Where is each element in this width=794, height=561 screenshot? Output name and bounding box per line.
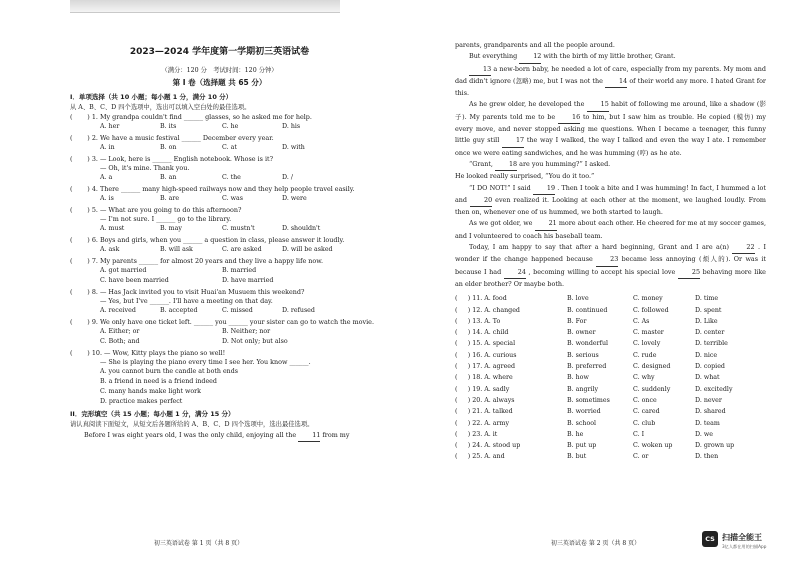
- answer-option: A. ask: [100, 246, 120, 253]
- cloze-option-row: [455, 327, 766, 338]
- answer-option: C. have been married: [100, 277, 169, 284]
- answer-option: B. may: [160, 225, 182, 232]
- option-list: [70, 245, 369, 255]
- cloze-option: D. never: [695, 396, 722, 404]
- passage-text: more about each other. He cheered for me at my soccer games, and I volunteered to coach his baseball team.: [455, 219, 766, 240]
- passage-text: behaving more like an elder brother? Or maybe both.: [455, 267, 766, 288]
- cloze-option-row: [455, 293, 766, 304]
- cloze-option: C. why: [633, 374, 655, 382]
- cloze-blank: 21: [535, 218, 557, 230]
- cloze-option: C. lovely: [633, 340, 661, 348]
- option-list: [70, 143, 369, 153]
- answer-option: B. are: [160, 195, 180, 202]
- question-stem: ( ) 6. Boys and girls, when you ______ a question in class, please answer it loudly.: [70, 236, 345, 244]
- cloze-option: D. center: [695, 329, 725, 337]
- cloze-options: [455, 293, 766, 462]
- cloze-option: C. woken up: [633, 442, 673, 450]
- cloze-option: D. shared: [695, 408, 726, 416]
- answer-option: B. accepted: [160, 307, 198, 314]
- passage-text: Today, I am happy to say that after a hard beginning, Grant and I are a(n): [469, 243, 733, 252]
- cloze-option: B. worried: [567, 408, 601, 416]
- answer-option: B. an: [160, 174, 177, 181]
- cloze-option: B. how: [567, 374, 589, 382]
- cloze-blank: 18: [495, 159, 517, 171]
- exam-meta: （满分：120 分 考试时间：120 分钟）: [161, 67, 278, 74]
- cloze-blank: 16: [558, 112, 580, 124]
- cloze-option: C. rude: [633, 351, 657, 359]
- question-stem: ( ) 1. My grandpa couldn't find ______ glasses, so he asked me for help.: [70, 113, 312, 121]
- answer-option: C. was: [222, 195, 243, 202]
- watermark-subtitle: 3亿人都在用的扫描App: [722, 544, 767, 549]
- passage-paragraph: [455, 51, 766, 63]
- passage-text: . I wonder if the change happened because: [455, 243, 766, 264]
- passage-paragraph: [455, 183, 766, 219]
- cloze-option: B. put up: [567, 442, 597, 450]
- cloze-option: B. continued: [567, 306, 608, 314]
- answer-option: B. will ask: [160, 246, 193, 253]
- question-stem: ( ) 2. We have a music festival ______ December every year.: [70, 134, 274, 142]
- question-dialogue-line: — Oh, it's mine. Thank you.: [100, 164, 190, 172]
- question-item: [70, 257, 369, 286]
- cloze-option-row: [455, 384, 766, 395]
- cloze-option: D. terrible: [695, 340, 728, 348]
- right-page: [397, 0, 794, 561]
- cloze-option-row: [455, 361, 766, 372]
- cloze-option: D. nice: [695, 351, 718, 359]
- cloze-option: B. preferred: [567, 363, 607, 371]
- answer-option: C. Both; and: [100, 338, 140, 345]
- page-footer: 初三英语试卷 第 1 页（共 8 页）: [153, 540, 244, 547]
- answer-option: D. were: [282, 195, 307, 202]
- answer-option: D. /: [282, 174, 293, 181]
- question-stem: ( ) 10. — Wow, Kitty plays the piano so well!: [70, 349, 226, 357]
- exam-title: 2023—2024 学年度第一学期初三英语试卷: [129, 47, 310, 57]
- answer-option: B. married: [222, 267, 257, 274]
- question-item: [70, 288, 369, 316]
- passage-text: a new-born baby, he needed a lot of care, especially from my parents. My mom and dad didn't ignore (忽略) me, but I was not the: [455, 64, 766, 85]
- question-item: [70, 349, 369, 407]
- answer-option: A. received: [100, 307, 136, 314]
- cloze-question-option-a: ( ) 25. A. and: [455, 453, 505, 461]
- passage-text: parents, grandparents and all the people around.: [455, 41, 615, 49]
- passage-text: “I DO NOT!” I said: [469, 183, 533, 192]
- answer-option: C. many hands make light work: [100, 388, 201, 395]
- section2-instruction: 请认真阅读下面短文，从短文后各题所给的 A、B、C、D 四个选项中，选出最佳选项。: [70, 421, 314, 428]
- question-item: [70, 134, 369, 153]
- answer-option: D. will be asked: [282, 246, 333, 253]
- answer-option: B. its: [160, 123, 177, 130]
- answer-option: A. in: [100, 144, 115, 151]
- cloze-intro: [70, 430, 369, 442]
- cloze-option: B. he: [567, 430, 584, 438]
- cloze-option-row: [455, 406, 766, 417]
- passage-text: habit of following me around, like a shadow (影子). My parents told me to be: [455, 100, 766, 121]
- passage-paragraph: [455, 242, 766, 290]
- question-item: [70, 155, 369, 183]
- cloze-option-row: [455, 440, 766, 451]
- answer-option: A. got married: [100, 267, 147, 274]
- answer-option: A. her: [100, 123, 120, 130]
- cloze-option: C. I: [633, 430, 645, 438]
- cloze-question-option-a: ( ) 22. A. army: [455, 419, 510, 427]
- option-list: [70, 173, 369, 183]
- option-list: [70, 122, 369, 132]
- answer-option: D. Not only; but also: [222, 338, 288, 345]
- passage-text: the way I walked, the way I talked and even the way I ate. I remember once we were eating sandwiches, and he was humming (哼) as he ate.: [455, 136, 766, 157]
- part1-title: 第 I 卷（选择题 共 65 分）: [172, 78, 267, 87]
- cloze-blank: 17: [502, 135, 524, 147]
- cloze-option: D. copied: [695, 363, 725, 371]
- question-item: [70, 185, 369, 204]
- passage-paragraph: [455, 218, 766, 242]
- option-list: [70, 306, 369, 316]
- answer-option: A. you cannot burn the candle at both ends: [100, 368, 238, 375]
- question-stem: ( ) 3. — Look, here is ______ English notebook. Whose is it?: [70, 155, 274, 163]
- cloze-option: D. then: [695, 453, 719, 461]
- cloze-option: B. sometimes: [567, 396, 610, 404]
- cloze-option: B. but: [567, 453, 587, 461]
- cloze-option: B. wonderful: [567, 340, 609, 348]
- passage-text: even realized it. Looking at each other at the moment, we laughed loudly. From then on, whenever one of us hummed, we both started to laugh.: [455, 195, 766, 217]
- cloze-blank: 24: [504, 267, 526, 279]
- answer-option: C. missed: [222, 307, 253, 314]
- cloze-option: C. cared: [633, 408, 660, 416]
- question-stem: ( ) 8. — Has Jack invited you to visit Huai'an Musuem this weekend?: [70, 288, 305, 296]
- cloze-question-option-a: ( ) 14. A. child: [455, 329, 509, 337]
- cloze-option-row: [455, 372, 766, 383]
- answer-option: D. refused: [282, 307, 315, 314]
- answer-option: B. on: [160, 144, 177, 151]
- question-stem: ( ) 9. We only have one ticket left. ______ you ______ your sister can go to watch the movie.: [70, 318, 374, 326]
- cloze-question-option-a: ( ) 18. A. where: [455, 374, 513, 382]
- passage-text: As we got older, we: [469, 219, 535, 228]
- cloze-blank: 22: [732, 242, 754, 254]
- cloze-option: D. what: [695, 374, 720, 382]
- cloze-question-option-a: ( ) 24. A. stood up: [455, 442, 521, 450]
- cloze-option: B. For: [567, 317, 587, 325]
- cloze-blank: 11: [298, 430, 320, 442]
- option-list: [70, 327, 369, 347]
- cloze-option: D. spent: [695, 306, 722, 314]
- watermark-name: 扫描全能王: [722, 533, 762, 542]
- cloze-question-option-a: ( ) 13. A. To: [455, 317, 501, 325]
- page-footer: 初三英语试卷 第 2 页（共 8 页）: [550, 540, 641, 547]
- section2-title: II．完形填空（共 15 小题；每小题 1 分，满分 15 分）: [70, 410, 235, 418]
- passage-text: “Grant,: [469, 159, 495, 168]
- section1-instruction: 从 A、B、C、D 四个选项中，选出可以填入空白处的最佳选项。: [70, 104, 251, 111]
- question-item: [70, 236, 369, 255]
- option-list: [70, 367, 369, 407]
- cloze-question-option-a: ( ) 11. A. food: [455, 295, 507, 303]
- cloze-passage: [455, 40, 766, 290]
- cloze-option: B. owner: [567, 329, 596, 337]
- cloze-option: B. serious: [567, 351, 599, 359]
- cloze-blank: 13: [469, 64, 491, 76]
- passage-text: But everything: [469, 52, 520, 61]
- cloze-blank: 25: [678, 267, 700, 279]
- answer-option: D. practice makes perfect: [100, 398, 183, 405]
- answer-option: A. Either; or: [100, 328, 140, 335]
- question-dialogue-line: — She is playing the piano every time I see her. You know ______.: [100, 358, 311, 366]
- section1-title: I．单项选择（共 10 小题；每小题 1 分，满分 10 分）: [70, 93, 233, 101]
- passage-text: became less annoying (烦人的). Or was it because I had: [455, 255, 766, 276]
- cloze-blank: 23: [596, 254, 618, 266]
- cloze-option: D. we: [695, 430, 713, 438]
- passage-text: , becoming willing to accept his special love: [528, 267, 678, 276]
- cloze-option: B. angrily: [567, 385, 599, 393]
- passage-paragraph: [455, 171, 766, 182]
- cloze-option-row: [455, 418, 766, 429]
- cloze-intro-text: Before I was eight years old, I was the only child, enjoying all the: [84, 431, 297, 439]
- question-item: [70, 206, 369, 234]
- question-dialogue-line: — Yes, but I've ______. I'll have a meeting on that day.: [100, 297, 273, 305]
- cloze-option: C. once: [633, 396, 657, 404]
- answer-option: D. shouldn't: [282, 225, 321, 232]
- passage-paragraph: [455, 99, 766, 158]
- question-stem: ( ) 7. My parents ______ for almost 20 years and they live a happy life now.: [70, 257, 323, 265]
- cloze-option: D. excitedly: [695, 385, 733, 393]
- camscanner-watermark: [702, 531, 788, 553]
- cloze-option: C. club: [633, 419, 656, 427]
- answer-option: C. mustn't: [222, 225, 255, 232]
- option-list: [70, 224, 369, 234]
- cloze-option-row: [455, 429, 766, 440]
- cloze-option: C. master: [633, 329, 664, 337]
- cloze-question-option-a: ( ) 17. A. agreed: [455, 363, 516, 371]
- answer-option: C. the: [222, 174, 241, 181]
- cloze-option-row: [455, 338, 766, 349]
- passage-text: with the birth of my little brother, Grant.: [543, 52, 676, 61]
- cloze-option-row: [455, 316, 766, 327]
- question-item: [70, 318, 374, 347]
- passage-paragraph: [455, 64, 766, 100]
- cloze-blank: 15: [587, 99, 609, 111]
- question-item: [70, 113, 369, 132]
- answer-option: D. have married: [222, 277, 274, 284]
- camscanner-logo-icon: CS: [702, 531, 718, 547]
- cloze-option: C. followed: [633, 306, 669, 314]
- cloze-option: D. time: [695, 295, 719, 303]
- cloze-option: B. love: [567, 295, 589, 303]
- passage-text: He looked really surprised, “You do it too.”: [455, 172, 595, 181]
- answer-option: C. he: [222, 123, 239, 130]
- cloze-option: C. money: [633, 295, 663, 303]
- cloze-blank: 20: [470, 195, 492, 207]
- passage-text: are you humming?” I asked.: [519, 159, 611, 168]
- cloze-option: C. suddenly: [633, 385, 671, 393]
- option-list: [70, 266, 369, 286]
- cloze-blank: 12: [519, 51, 541, 63]
- question-stem: ( ) 5. — What are you going to do this afternoon?: [70, 206, 242, 214]
- answer-option: B. a friend in need is a friend indeed: [100, 378, 217, 385]
- cloze-question-option-a: ( ) 15. A. special: [455, 340, 516, 348]
- answer-option: D. with: [282, 144, 305, 151]
- answer-option: C. at: [222, 144, 237, 151]
- cloze-question-option-a: ( ) 12. A. changed: [455, 306, 520, 314]
- cloze-question-option-a: ( ) 23. A. it: [455, 430, 498, 438]
- cloze-option-row: [455, 451, 766, 462]
- passage-text: As he grew older, he developed the: [469, 100, 587, 109]
- option-list: [70, 194, 369, 204]
- cloze-intro-tail: from my: [322, 431, 350, 439]
- answer-option: A. is: [100, 195, 114, 202]
- cloze-option-row: [455, 350, 766, 361]
- cloze-question-option-a: ( ) 16. A. curious: [455, 351, 517, 359]
- question-dialogue-line: — I'm not sure. I ______ go to the library.: [100, 215, 232, 223]
- cloze-blank: 19: [533, 183, 555, 195]
- cloze-option: D. grown up: [695, 442, 735, 450]
- passage-text: to him, but I saw him as trouble. He copied (模仿) my every move, and never stopped asking me questions. When I became a teenager, this funny little guy still: [455, 112, 766, 145]
- passage-text: . Then I took a bite and I was humming! In fact, I hummed a lot and: [455, 183, 766, 204]
- answer-option: C. are asked: [222, 246, 262, 253]
- cloze-option: C. As: [633, 317, 650, 325]
- passage-paragraph: [455, 40, 766, 51]
- answer-option: D. his: [282, 123, 301, 130]
- cloze-question-option-a: ( ) 19. A. sadly: [455, 385, 510, 393]
- cloze-question-option-a: ( ) 21. A. talked: [455, 408, 513, 416]
- cloze-option: C. or: [633, 453, 649, 461]
- question-list: [70, 113, 374, 407]
- cloze-option: B. school: [567, 419, 597, 427]
- cloze-option-row: [455, 395, 766, 406]
- cloze-option: C. designed: [633, 363, 671, 371]
- passage-text: of their world any more. I hated Grant for this.: [455, 76, 766, 98]
- cloze-option-row: [455, 305, 766, 316]
- answer-option: A. must: [100, 225, 125, 232]
- cloze-question-option-a: ( ) 20. A. always: [455, 396, 515, 404]
- answer-option: A. a: [100, 174, 113, 181]
- passage-paragraph: [455, 159, 766, 171]
- cloze-option: D. Like: [695, 317, 718, 325]
- answer-option: B. Neither; nor: [222, 328, 271, 335]
- cloze-option: D. team: [695, 419, 720, 427]
- question-stem: ( ) 4. There ______ many high-speed railways now and they help people travel easily.: [70, 185, 355, 193]
- cloze-blank: 14: [605, 76, 627, 88]
